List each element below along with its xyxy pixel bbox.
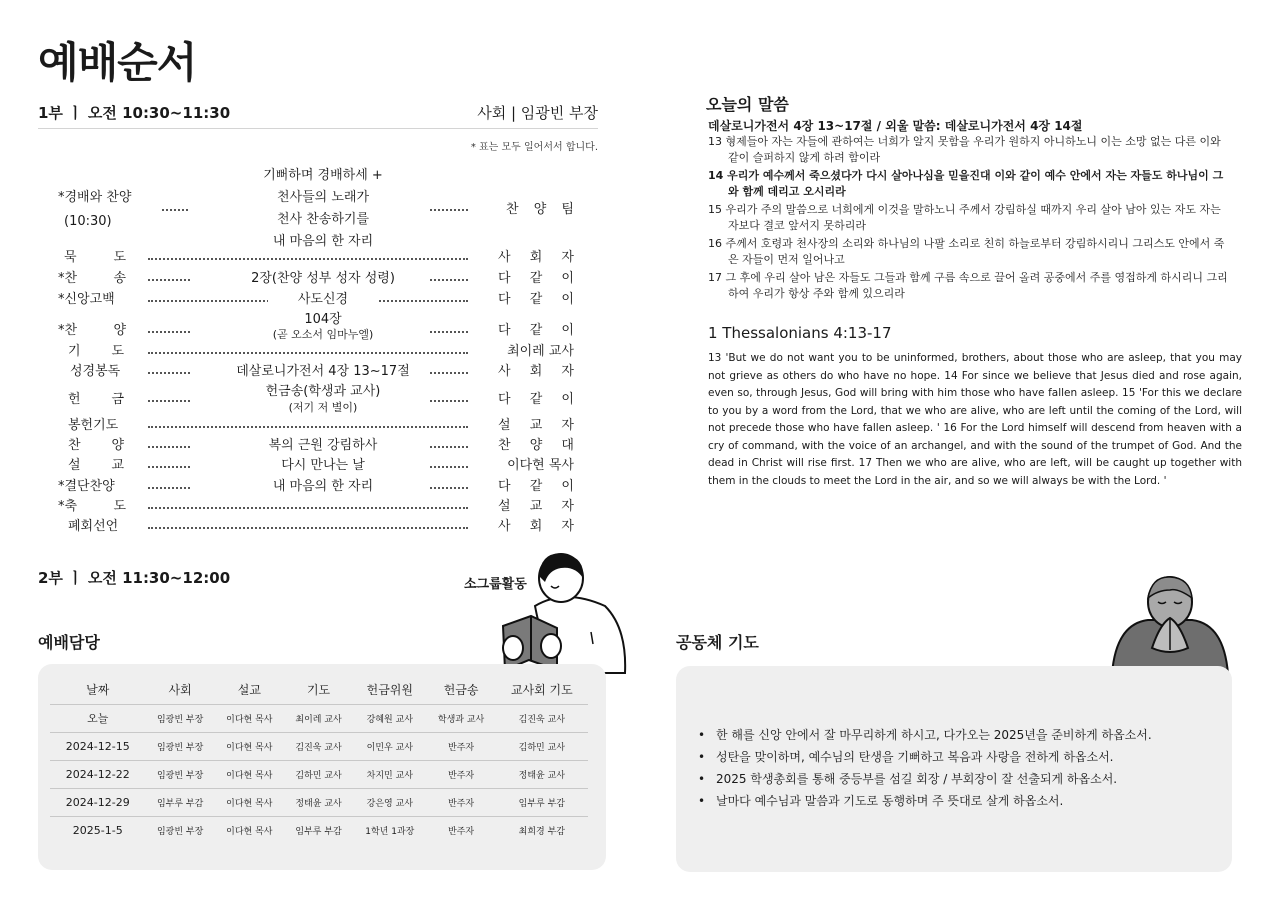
- verse: 17 그 후에 우리 살아 남은 자들도 그들과 함께 구름 속으로 끌어 올려 공중에서 주를 영접하게 하시리니 그리하여 우리가 항상 주와 함께 있으리라: [708, 271, 1228, 300]
- table-cell: 반주자: [426, 732, 495, 760]
- order-center: 헌금송(학생과 교사): [198, 382, 448, 402]
- prayer-item: • 성탄을 맞이하며, 예수님의 탄생을 기뻐하고 복음과 사랑을 전하게 하옵소서.: [698, 746, 1152, 768]
- table-cell: 이다현 목사: [215, 760, 284, 788]
- table-row: [50, 816, 588, 844]
- small-group-label: 소그룹활동: [464, 577, 527, 592]
- prayer-heading: 공동체 기도: [676, 633, 759, 652]
- table-cell: 1학년 1과장: [353, 816, 426, 844]
- order-right: 사 회 자: [498, 250, 574, 265]
- leader-dots: [430, 446, 468, 448]
- table-cell: 최이레 교사: [284, 704, 353, 732]
- order-label: 기 도: [68, 344, 124, 359]
- col-teacher-prayer: 교사회 기도: [510, 683, 573, 698]
- part1-heading: [38, 102, 598, 123]
- table-cell: 이다현 목사: [215, 788, 284, 816]
- order-label: 묵 도: [64, 250, 126, 265]
- standing-note: * 표는 모두 일어서서 합니다.: [470, 142, 598, 153]
- order-label: 헌 금: [68, 392, 124, 407]
- leader-dots: [430, 466, 468, 468]
- verse: 13 형제들아 자는 자들에 관하여는 너희가 알지 못함을 우리가 원하지 아니하노니 이는 소망 없는 다른 이와 같이 슬퍼하지 않게 하려 함이라: [708, 135, 1221, 164]
- order-row: [58, 164, 578, 254]
- leader-dots: [430, 209, 468, 211]
- order-label: *찬 송: [58, 271, 126, 286]
- order-label: *결단찬양: [58, 479, 115, 494]
- table-cell: 반주자: [426, 760, 495, 788]
- order-center: 104장: [198, 310, 448, 330]
- order-right: 찬 양 대: [498, 438, 574, 453]
- table-cell: 이다현 목사: [215, 704, 284, 732]
- leader-dots: [148, 279, 190, 281]
- table-cell: 정태윤 교사: [284, 788, 353, 816]
- part2-heading: 2부 ㅣ 오전 11:30~12:00: [38, 569, 231, 587]
- order-center: 내 마음의 한 자리: [198, 232, 448, 252]
- prayer-item: • 2025 학생총회를 통해 중등부를 섬길 회장 / 부회장이 잘 선출되게 하옵소서.: [698, 768, 1152, 790]
- order-center: 데살로니가전서 4장 13~17절: [198, 362, 448, 382]
- order-center-sub: (저기 저 별이): [198, 401, 448, 414]
- table-cell: 김진욱 교사: [496, 704, 588, 732]
- table-cell: 최희경 부감: [496, 816, 588, 844]
- table-cell: 임광빈 부장: [146, 760, 215, 788]
- table-row: [50, 704, 588, 732]
- table-cell: 임부루 부감: [146, 788, 215, 816]
- order-row: [58, 386, 578, 420]
- leader-dots: [148, 507, 468, 509]
- table-row: [50, 760, 588, 788]
- table-cell: 정태윤 교사: [496, 760, 588, 788]
- order-label: *경배와 찬양: [58, 190, 132, 205]
- leader-dots: [430, 400, 468, 402]
- prayer-list: [698, 724, 1152, 812]
- table-cell: 임광빈 부장: [146, 816, 215, 844]
- order-right: 다 같 이: [498, 392, 574, 407]
- korean-verses: [708, 134, 1228, 304]
- verse-memory: 14 우리가 예수께서 죽으셨다가 다시 살아나심을 믿을진대 이와 같이 예수 안에서 자는 자들도 하나님이 그와 함께 데리고 오시리라: [708, 169, 1224, 198]
- duty-table: [50, 676, 588, 844]
- duty-header-row: [50, 676, 588, 704]
- leader-dots: [430, 372, 468, 374]
- table-cell: 학생과 교사: [426, 704, 495, 732]
- order-center: 천사들의 노래가: [198, 188, 448, 208]
- leader-dots: [148, 372, 190, 374]
- order-center-sub: (곧 오소서 임마누엘): [198, 328, 448, 341]
- order-label: *찬 양: [58, 323, 126, 338]
- duty-heading: 예배담당: [38, 633, 100, 652]
- part1-time: 1부 ㅣ 오전 10:30~11:30: [38, 104, 231, 122]
- order-center: 사도신경: [268, 290, 378, 310]
- order-right: 다 같 이: [498, 292, 574, 307]
- table-cell: 김하민 교사: [496, 732, 588, 760]
- leader-dots: [430, 487, 468, 489]
- order-right: 찬 양 팀: [506, 202, 574, 217]
- leader-dots: [148, 400, 190, 402]
- order-right: 설 교 자: [498, 418, 574, 433]
- order-label-time: (10:30): [64, 214, 112, 229]
- order-center: 기뻐하며 경배하세 +: [198, 166, 448, 186]
- leader-dots: [148, 466, 190, 468]
- col-prayer: 기도: [306, 683, 331, 698]
- table-cell: 이민우 교사: [353, 732, 426, 760]
- word-subheading: 데살로니가전서 4장 13~17절 / 외울 말씀: 데살로니가전서 4장 14절: [708, 119, 1083, 133]
- order-label: 봉헌기도: [68, 418, 119, 433]
- order-right: 설 교 자: [498, 499, 574, 514]
- table-cell: 김진욱 교사: [284, 732, 353, 760]
- order-center: 다시 만나는 날: [198, 456, 448, 476]
- table-cell: 차지민 교사: [353, 760, 426, 788]
- table-cell: 임광빈 부장: [146, 732, 215, 760]
- leader-dots: [430, 279, 468, 281]
- table-cell: 반주자: [426, 788, 495, 816]
- order-center: 복의 근원 강림하사: [198, 436, 448, 456]
- order-right: 다 같 이: [498, 271, 574, 286]
- leader-dots: [148, 258, 468, 260]
- leader-dots: [148, 527, 468, 529]
- prayer-item: • 날마다 예수님과 말씀과 기도로 동행하며 주 뜻대로 살게 하옵소서.: [698, 790, 1152, 812]
- order-label: 찬 양: [68, 438, 124, 453]
- table-row: [50, 732, 588, 760]
- order-right: 다 같 이: [498, 323, 574, 338]
- leader-dots: [430, 331, 468, 333]
- table-cell: 김하민 교사: [284, 760, 353, 788]
- order-label: 설 교: [68, 458, 124, 473]
- order-label: 성경봉독: [70, 364, 121, 379]
- prayer-item: • 한 해를 신앙 안에서 잘 마무리하게 하시고, 다가오는 2025년을 준비하게 하옵소서.: [698, 724, 1152, 746]
- order-right: 사 회 자: [498, 364, 574, 379]
- col-date: 날짜: [86, 683, 110, 698]
- table-cell: 이다현 목사: [215, 732, 284, 760]
- divider: [38, 128, 598, 129]
- order-center: 천사 찬송하기를: [198, 210, 448, 230]
- order-label: 폐회선언: [68, 519, 119, 534]
- leader-dots: [148, 446, 190, 448]
- table-row: [50, 788, 588, 816]
- table-cell: 2024-12-29: [50, 788, 146, 816]
- table-cell: 임부루 부감: [284, 816, 353, 844]
- table-cell: 2024-12-22: [50, 760, 146, 788]
- order-right: 최이레 교사: [507, 344, 574, 359]
- table-cell: 이다현 목사: [215, 816, 284, 844]
- order-label: *신앙고백: [58, 292, 115, 307]
- leader-dots: [148, 352, 468, 354]
- order-right: 사 회 자: [498, 519, 574, 534]
- english-passage: 13 'But we do not want you to be uninformed, brothers, about those who are asleep, that you may not grieve as others do who have no hope. 14 For since we believe that Jesus died and rose again, even so, through Jesus, God will bring with him those who have fallen asleep. 15 'For this we declare to you by a word from the Lord, that we who are alive, who are left until the coming of the Lord, will not precede those who have fallen asleep. ' 16 For the Lord himself will descend from heaven with a cry of command, with the voice of an archangel, and with the sound of the trumpet of God. And the dead in Christ will rise first. 17 Then we who are alive, who are left, will be caught up together with them in the clouds to meet the Lord in the air, and so we will always be with the Lord. ': [708, 352, 1242, 487]
- order-label: *축 도: [58, 499, 126, 514]
- praying-person-illustration: [1108, 574, 1232, 674]
- order-right: 다 같 이: [498, 479, 574, 494]
- col-sermon: 설교: [237, 683, 261, 698]
- verse: 15 우리가 주의 말씀으로 너희에게 이것을 말하노니 주께서 강림하실 때까지 우리 살아 남아 있는 자도 자는 자보다 결코 앞서지 못하리라: [708, 203, 1221, 232]
- leader-dots: [148, 426, 468, 428]
- table-cell: 2025-1-5: [50, 816, 146, 844]
- col-offering-song: 헌금송: [443, 683, 479, 698]
- english-reference: 1 Thessalonians 4:13-17: [708, 324, 892, 342]
- part1-leader: 사회 | 임광빈 부장: [477, 104, 598, 122]
- leader-dots: [148, 487, 190, 489]
- reading-person-illustration: [495, 548, 631, 678]
- word-heading: 오늘의 말씀: [706, 95, 789, 114]
- col-host: 사회: [168, 683, 192, 698]
- order-right: 이다현 목사: [507, 458, 574, 473]
- leader-dots: [148, 331, 190, 333]
- order-center: 내 마음의 한 자리: [198, 477, 448, 497]
- table-cell: 임부루 부감: [496, 788, 588, 816]
- leader-dots: [162, 209, 188, 211]
- table-cell: 2024-12-15: [50, 732, 146, 760]
- table-cell: 반주자: [426, 816, 495, 844]
- table-cell: 강혜원 교사: [353, 704, 426, 732]
- verse: 16 주께서 호령과 천사장의 소리와 하나님의 나팔 소리로 친히 하늘로부터 강림하시리니 그리스도 안에서 죽은 자들이 먼저 일어나고: [708, 237, 1225, 266]
- table-cell: 강은영 교사: [353, 788, 426, 816]
- page-title: 예배순서: [38, 38, 197, 87]
- order-center: 2장(찬양 성부 성자 성령): [198, 269, 448, 289]
- table-cell: 오늘: [50, 704, 146, 732]
- table-cell: 임광빈 부장: [146, 704, 215, 732]
- col-offering: 헌금위원: [366, 683, 413, 698]
